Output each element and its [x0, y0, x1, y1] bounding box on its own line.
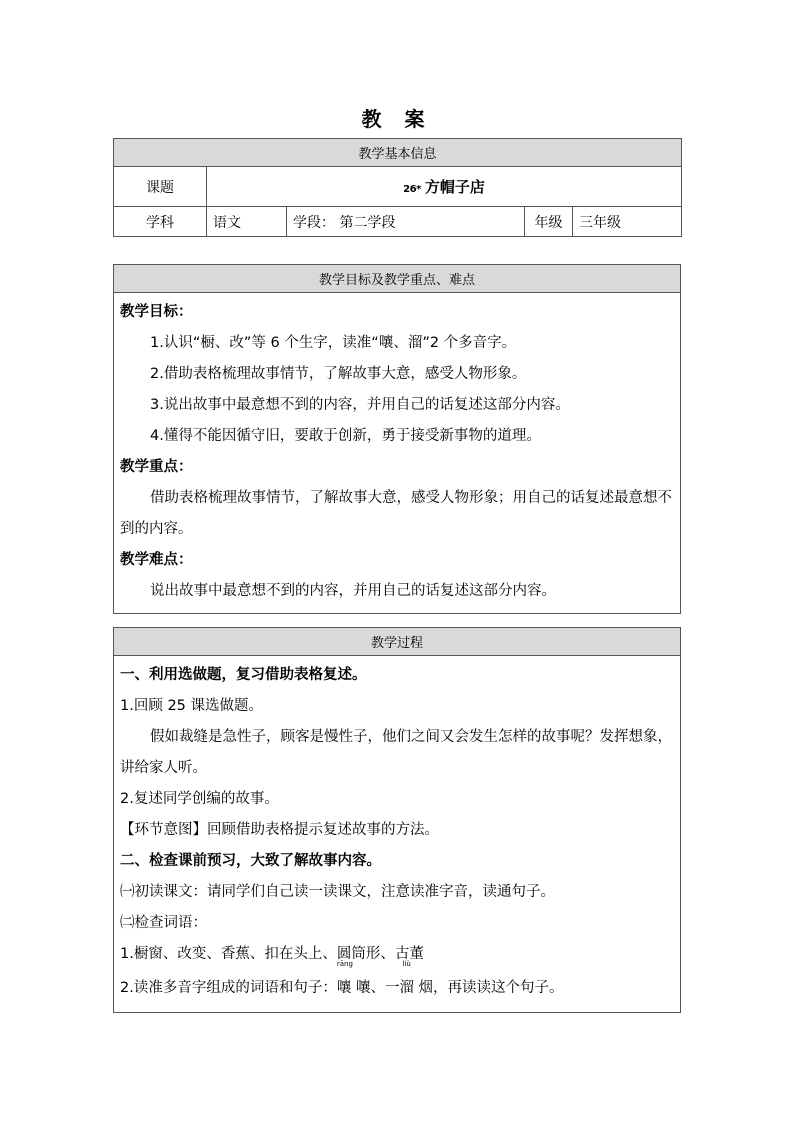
goals-table — [113, 264, 681, 614]
section-1-para: 【环节意图】回顾借助表格提示复述故事的方法。 — [120, 822, 439, 838]
page-title: 教 案 — [361, 107, 433, 131]
section-2-title: 二、检查课前预习，大致了解故事内容。 — [120, 853, 381, 869]
goals-content — [114, 293, 681, 614]
basic-info-table — [113, 138, 682, 237]
ruby-liu — [399, 960, 414, 1006]
goal-item: 4.懂得不能因循守旧，要敢于创新，勇于接受新事物的道理。 — [150, 428, 541, 444]
goal-item: 1.认识“橱、改”等 6 个生字，读准“嚷、溜”2 个多音字。 — [150, 335, 517, 351]
goals-header: 教学目标及教学重点、难点 — [114, 265, 681, 293]
section-2-para — [120, 960, 674, 1006]
polyphone-mid: 嚷、一 — [351, 980, 400, 996]
subject-label: 学科 — [114, 207, 207, 237]
stage-value: 第二学段 — [339, 214, 396, 231]
grade-label: 年级 — [525, 207, 573, 237]
section-1-title: 一、利用选做题，复习借助表格复述。 — [120, 667, 367, 683]
difficulty-text: 说出故事中最意想不到的内容，并用自己的话复述这部分内容。 — [150, 583, 556, 599]
topic-value: 方帽子店 — [424, 178, 485, 196]
stage-cell — [287, 207, 525, 237]
process-header: 教学过程 — [114, 628, 681, 656]
pinyin-rang: rāng — [336, 960, 353, 968]
ruby-rang — [336, 960, 353, 1006]
goal-item: 2.借助表格梳理故事情节，了解故事大意，感受人物形象。 — [150, 366, 527, 382]
polyphone-end: 烟，再读读这个句子。 — [413, 980, 564, 996]
section-2-para: 1.橱窗、改变、香蕉、扣在头上、圆筒形、古董 — [120, 946, 424, 962]
stage-label: 学段： — [293, 214, 335, 231]
process-content — [114, 656, 681, 1013]
goal-item: 3.说出故事中最意想不到的内容，并用自己的话复述这部分内容。 — [150, 397, 570, 413]
difficulty-title: 教学难点： — [120, 552, 193, 568]
key-title: 教学重点： — [120, 459, 193, 475]
section-1-para: 2.复述同学创编的故事。 — [120, 791, 279, 807]
polyphone-intro: 2.读准多音字组成的词语和句子： — [120, 980, 337, 996]
lesson-number: 26* — [403, 184, 421, 195]
goal-title: 教学目标： — [120, 304, 193, 320]
section-2-para: ㈡检查词语： — [120, 915, 207, 931]
char-liu: 溜 — [399, 980, 414, 996]
topic-cell — [207, 167, 682, 207]
basic-info-header: 教学基本信息 — [114, 139, 682, 167]
section-1-para: 假如裁缝是急性子，顾客是慢性子，他们之间又会发生怎样的故事呢？发挥想象，讲给家人听。 — [120, 729, 672, 776]
key-text: 借助表格梳理故事情节，了解故事大意，感受人物形象；用自己的话复述最意想不到的内容。 — [120, 490, 672, 537]
topic-label: 课题 — [114, 167, 207, 207]
grade-value: 三年级 — [573, 207, 682, 237]
char-rang: 嚷 — [336, 980, 352, 996]
section-1-para: 1.回顾 25 课选做题。 — [120, 698, 264, 714]
subject-value: 语文 — [207, 207, 287, 237]
section-2-para: ㈠初读课文：请同学们自己读一读课文，注意读准字音，读通句子。 — [120, 884, 555, 900]
process-table — [113, 627, 681, 1013]
pinyin-liu: liù — [402, 960, 411, 968]
